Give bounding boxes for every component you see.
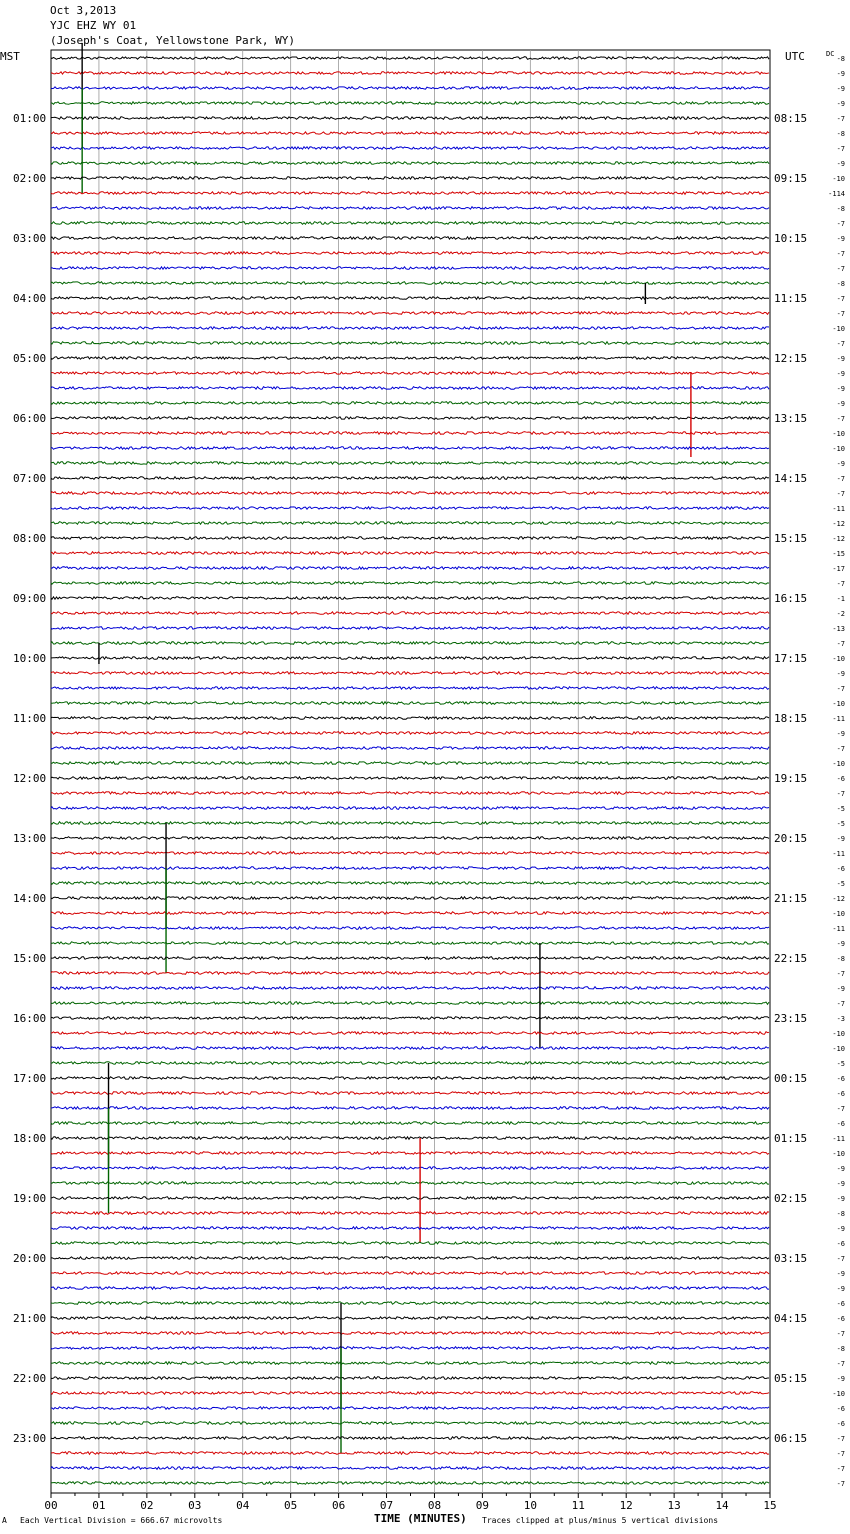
dc-offset-label: -10 bbox=[832, 760, 845, 768]
trace-row bbox=[51, 1377, 769, 1380]
trace-row bbox=[51, 1332, 769, 1335]
trace-row bbox=[51, 1287, 769, 1290]
trace-row bbox=[51, 972, 769, 975]
trace-row bbox=[51, 1107, 769, 1110]
trace-row bbox=[51, 792, 769, 795]
trace-row bbox=[51, 1422, 769, 1425]
trace-row bbox=[51, 372, 769, 375]
trace-row bbox=[51, 747, 769, 750]
trace-row bbox=[51, 1407, 769, 1410]
trace-row bbox=[51, 1392, 769, 1395]
trace-row bbox=[51, 1257, 769, 1260]
dc-offset-label: -9 bbox=[836, 985, 845, 993]
station-code: YJC EHZ WY 01 bbox=[50, 19, 137, 32]
right-hour-label: 21:15 bbox=[774, 892, 808, 905]
trace-row bbox=[51, 87, 769, 90]
trace-row bbox=[51, 1122, 769, 1125]
left-hour-label: 08:00 bbox=[13, 532, 47, 545]
dc-offset-label: -7 bbox=[836, 490, 845, 498]
dc-offset-label: -10 bbox=[832, 1045, 845, 1053]
dc-offset-label: -9 bbox=[836, 1165, 845, 1173]
right-timezone-label: UTC bbox=[785, 50, 805, 63]
trace-row bbox=[51, 207, 769, 210]
trace-row bbox=[51, 1302, 769, 1305]
dc-offset-label: -6 bbox=[836, 1300, 845, 1308]
dc-offset-label: -13 bbox=[832, 625, 845, 633]
dc-offset-label: -9 bbox=[836, 235, 845, 243]
trace-row bbox=[51, 702, 769, 705]
dc-offset-label: -8 bbox=[836, 955, 845, 963]
dc-offset-label: -7 bbox=[836, 115, 845, 123]
trace-row bbox=[51, 282, 769, 285]
trace-row bbox=[51, 597, 769, 600]
dc-offset-label: -7 bbox=[836, 1435, 845, 1443]
left-hour-label: 12:00 bbox=[13, 772, 47, 785]
trace-row bbox=[51, 1467, 769, 1470]
clip-note: Traces clipped at plus/minus 5 vertical divisions bbox=[482, 1516, 719, 1525]
left-timezone-label: MST bbox=[0, 50, 20, 63]
trace-row bbox=[51, 267, 769, 270]
trace-row bbox=[51, 1032, 769, 1035]
trace-row bbox=[51, 417, 769, 420]
dc-offset-label: -7 bbox=[836, 1255, 845, 1263]
right-hour-label: 18:15 bbox=[774, 712, 808, 725]
dc-offset-label: -9 bbox=[836, 70, 845, 78]
left-hour-label: 02:00 bbox=[13, 172, 47, 185]
trace-row bbox=[51, 312, 769, 315]
x-tick-label: 12 bbox=[619, 1499, 633, 1512]
trace-row bbox=[51, 837, 769, 840]
dc-offset-label: -6 bbox=[836, 775, 845, 783]
dc-offset-label: -7 bbox=[836, 580, 845, 588]
dc-offset-label: -6 bbox=[836, 1315, 845, 1323]
dc-offset-label: -5 bbox=[836, 880, 845, 888]
left-hour-label: 21:00 bbox=[13, 1312, 47, 1325]
x-tick-label: 06 bbox=[331, 1499, 346, 1512]
x-axis-title: TIME (MINUTES) bbox=[374, 1512, 467, 1525]
right-hour-label: 19:15 bbox=[774, 772, 808, 785]
x-tick-label: 05 bbox=[284, 1499, 298, 1512]
dc-offset-label: -10 bbox=[832, 430, 845, 438]
right-hour-label: 22:15 bbox=[774, 952, 808, 965]
dc-offset-label: -7 bbox=[836, 745, 845, 753]
trace-row bbox=[51, 1482, 769, 1485]
dc-offset-label: -7 bbox=[836, 265, 845, 273]
trace-row bbox=[51, 1077, 769, 1080]
trace-row bbox=[51, 957, 769, 960]
left-hour-label: 14:00 bbox=[13, 892, 47, 905]
trace-row bbox=[51, 927, 769, 930]
dc-offset-label: -9 bbox=[836, 370, 845, 378]
trace-row bbox=[51, 1152, 769, 1155]
dc-offset-label: -9 bbox=[836, 1285, 845, 1293]
left-hour-label: 11:00 bbox=[13, 712, 47, 725]
dc-offset-label: -8 bbox=[836, 280, 845, 288]
dc-offset-label: -7 bbox=[836, 1450, 845, 1458]
trace-row bbox=[51, 1197, 769, 1200]
dc-offset-label: -6 bbox=[836, 865, 845, 873]
left-hour-label: 15:00 bbox=[13, 952, 47, 965]
x-tick-label: 07 bbox=[379, 1499, 394, 1512]
trace-row bbox=[51, 1227, 769, 1230]
trace-row bbox=[51, 1002, 769, 1005]
trace-row bbox=[51, 822, 769, 825]
left-hour-label: 04:00 bbox=[13, 292, 47, 305]
left-hour-label: 22:00 bbox=[13, 1372, 47, 1385]
trace-row bbox=[51, 582, 769, 585]
x-tick-label: 09 bbox=[475, 1499, 490, 1512]
right-hour-label: 13:15 bbox=[774, 412, 808, 425]
dc-offset-label: -11 bbox=[832, 715, 845, 723]
station-location: (Joseph's Coat, Yellowstone Park, WY) bbox=[50, 34, 296, 47]
trace-row bbox=[51, 432, 769, 435]
trace-row bbox=[51, 327, 769, 330]
dc-offset-label: -5 bbox=[836, 805, 845, 813]
right-hour-label: 04:15 bbox=[774, 1312, 808, 1325]
dc-offset-label: -8 bbox=[836, 1210, 845, 1218]
x-tick-label: 02 bbox=[140, 1499, 154, 1512]
trace-row bbox=[51, 627, 769, 630]
dc-offset-label: -9 bbox=[836, 400, 845, 408]
trace-row bbox=[51, 192, 769, 195]
trace-row bbox=[51, 1437, 769, 1440]
trace-row bbox=[51, 1212, 769, 1215]
dc-offset-label: -9 bbox=[836, 835, 845, 843]
dc-offset-label: -12 bbox=[832, 520, 845, 528]
dc-offset-label: -7 bbox=[836, 415, 845, 423]
dc-offset-label: -7 bbox=[836, 475, 845, 483]
x-tick-label: 10 bbox=[523, 1499, 537, 1512]
trace-row bbox=[51, 237, 769, 240]
dc-offset-label: -7 bbox=[836, 310, 845, 318]
trace-row bbox=[51, 852, 769, 855]
dc-offset-label: -17 bbox=[832, 565, 845, 573]
trace-row bbox=[51, 222, 769, 225]
dc-offset-label: -7 bbox=[836, 685, 845, 693]
right-hour-label: 17:15 bbox=[774, 652, 808, 665]
trace-row bbox=[51, 357, 769, 360]
right-hour-label: 06:15 bbox=[774, 1432, 808, 1445]
left-hour-label: 01:00 bbox=[13, 112, 47, 125]
trace-row bbox=[51, 507, 769, 510]
trace-row bbox=[51, 342, 769, 345]
dc-offset-label: -9 bbox=[836, 160, 845, 168]
dc-offset-label: -9 bbox=[836, 100, 845, 108]
trace-row bbox=[51, 987, 769, 990]
dc-offset-label: -9 bbox=[836, 1195, 845, 1203]
dc-header-label: DC bbox=[826, 50, 835, 58]
trace-row bbox=[51, 1317, 769, 1320]
dc-offset-label: -9 bbox=[836, 940, 845, 948]
dc-offset-label: -9 bbox=[836, 1270, 845, 1278]
right-hour-label: 03:15 bbox=[774, 1252, 808, 1265]
dc-offset-label: -6 bbox=[836, 1420, 845, 1428]
left-hour-label: 17:00 bbox=[13, 1072, 47, 1085]
vertical-division-note: Each Vertical Division = 666.67 microvolts bbox=[20, 1516, 223, 1525]
trace-row bbox=[51, 462, 769, 465]
trace-row bbox=[51, 552, 769, 555]
dc-offset-label: -9 bbox=[836, 670, 845, 678]
trace-row bbox=[51, 162, 769, 165]
dc-offset-label: -15 bbox=[832, 550, 845, 558]
trace-row bbox=[51, 132, 769, 135]
dc-offset-label: -10 bbox=[832, 325, 845, 333]
corner-mark: A bbox=[2, 1516, 7, 1525]
dc-offset-label: -6 bbox=[836, 1090, 845, 1098]
trace-row bbox=[51, 297, 769, 300]
trace-row bbox=[51, 57, 769, 60]
right-hour-label: 12:15 bbox=[774, 352, 808, 365]
trace-row bbox=[51, 732, 769, 735]
dc-offset-label: -11 bbox=[832, 505, 845, 513]
dc-offset-label: -7 bbox=[836, 1330, 845, 1338]
x-tick-label: 01 bbox=[92, 1499, 106, 1512]
dc-offset-label: -9 bbox=[836, 460, 845, 468]
right-hour-label: 11:15 bbox=[774, 292, 808, 305]
dc-offset-label: -7 bbox=[836, 1480, 845, 1488]
dc-offset-label: -8 bbox=[836, 130, 845, 138]
trace-row bbox=[51, 522, 769, 525]
trace-row bbox=[51, 492, 769, 495]
trace-row bbox=[51, 897, 769, 900]
left-hour-label: 03:00 bbox=[13, 232, 47, 245]
trace-row bbox=[51, 1092, 769, 1095]
left-hour-label: 23:00 bbox=[13, 1432, 47, 1445]
dc-offset-label: -7 bbox=[836, 250, 845, 258]
right-hour-label: 08:15 bbox=[774, 112, 808, 125]
trace-row bbox=[51, 1182, 769, 1185]
plot-date: Oct 3,2013 bbox=[50, 4, 117, 17]
dc-offset-label: -11 bbox=[832, 850, 845, 858]
trace-row bbox=[51, 687, 769, 690]
dc-offset-label: -7 bbox=[836, 340, 845, 348]
trace-row bbox=[51, 567, 769, 570]
dc-offset-label: -8 bbox=[836, 1345, 845, 1353]
trace-row bbox=[51, 387, 769, 390]
trace-row bbox=[51, 72, 769, 75]
dc-offset-label: -9 bbox=[836, 355, 845, 363]
x-tick-label: 00 bbox=[44, 1499, 58, 1512]
left-hour-label: 10:00 bbox=[13, 652, 47, 665]
left-hour-label: 18:00 bbox=[13, 1132, 47, 1145]
left-hour-label: 05:00 bbox=[13, 352, 47, 365]
trace-row bbox=[51, 1452, 769, 1455]
left-hour-label: 07:00 bbox=[13, 472, 47, 485]
dc-offset-label: -7 bbox=[836, 1000, 845, 1008]
x-tick-label: 13 bbox=[667, 1499, 681, 1512]
right-hour-label: 15:15 bbox=[774, 532, 808, 545]
right-hour-label: 02:15 bbox=[774, 1192, 808, 1205]
trace-row bbox=[51, 1047, 769, 1050]
dc-offset-label: -5 bbox=[836, 1060, 845, 1068]
trace-row bbox=[51, 177, 769, 180]
dc-offset-label: -2 bbox=[836, 610, 845, 618]
right-hour-label: 05:15 bbox=[774, 1372, 808, 1385]
dc-offset-label: -9 bbox=[836, 1375, 845, 1383]
dc-offset-label: -8 bbox=[836, 55, 845, 63]
trace-row bbox=[51, 1272, 769, 1275]
trace-row bbox=[51, 762, 769, 765]
x-tick-label: 04 bbox=[236, 1499, 250, 1512]
trace-row bbox=[51, 1362, 769, 1365]
dc-offset-label: -3 bbox=[836, 1015, 845, 1023]
dc-offset-label: -7 bbox=[836, 1105, 845, 1113]
trace-row bbox=[51, 402, 769, 405]
dc-offset-label: -10 bbox=[832, 445, 845, 453]
trace-row bbox=[51, 1242, 769, 1245]
dc-offset-label: -10 bbox=[832, 655, 845, 663]
x-tick-label: 11 bbox=[571, 1499, 585, 1512]
left-hour-label: 13:00 bbox=[13, 832, 47, 845]
dc-offset-label: -6 bbox=[836, 1075, 845, 1083]
trace-row bbox=[51, 102, 769, 105]
dc-offset-label: -10 bbox=[832, 1150, 845, 1158]
trace-row bbox=[51, 117, 769, 120]
dc-offset-label: -6 bbox=[836, 1405, 845, 1413]
trace-row bbox=[51, 477, 769, 480]
trace-row bbox=[51, 612, 769, 615]
right-hour-label: 16:15 bbox=[774, 592, 808, 605]
dc-offset-label: -11 bbox=[832, 925, 845, 933]
dc-offset-label: -9 bbox=[836, 385, 845, 393]
dc-offset-label: -12 bbox=[832, 895, 845, 903]
right-hour-label: 01:15 bbox=[774, 1132, 808, 1145]
dc-offset-label: -114 bbox=[828, 190, 845, 198]
left-hour-label: 20:00 bbox=[13, 1252, 47, 1265]
dc-offset-label: -8 bbox=[836, 205, 845, 213]
dc-offset-label: -7 bbox=[836, 1360, 845, 1368]
trace-row bbox=[51, 1017, 769, 1020]
dc-offset-label: -7 bbox=[836, 1465, 845, 1473]
x-tick-label: 15 bbox=[763, 1499, 777, 1512]
trace-row bbox=[51, 1062, 769, 1065]
x-tick-label: 03 bbox=[188, 1499, 202, 1512]
dc-offset-label: -7 bbox=[836, 220, 845, 228]
right-hour-label: 10:15 bbox=[774, 232, 808, 245]
trace-row bbox=[51, 252, 769, 255]
dc-offset-label: -5 bbox=[836, 820, 845, 828]
dc-offset-label: -6 bbox=[836, 1120, 845, 1128]
dc-offset-label: -7 bbox=[836, 790, 845, 798]
dc-offset-label: -9 bbox=[836, 1180, 845, 1188]
dc-offset-label: -10 bbox=[832, 175, 845, 183]
dc-offset-label: -9 bbox=[836, 85, 845, 93]
dc-offset-label: -7 bbox=[836, 970, 845, 978]
left-hour-label: 09:00 bbox=[13, 592, 47, 605]
trace-row bbox=[51, 942, 769, 945]
trace-row bbox=[51, 147, 769, 150]
trace-row bbox=[51, 657, 769, 660]
trace-row bbox=[51, 807, 769, 810]
trace-row bbox=[51, 1167, 769, 1170]
left-hour-label: 16:00 bbox=[13, 1012, 47, 1025]
trace-row bbox=[51, 882, 769, 885]
dc-offset-label: -9 bbox=[836, 1225, 845, 1233]
dc-offset-label: -11 bbox=[832, 1135, 845, 1143]
trace-row bbox=[51, 642, 769, 645]
trace-row bbox=[51, 717, 769, 720]
dc-offset-label: -10 bbox=[832, 700, 845, 708]
right-hour-label: 00:15 bbox=[774, 1072, 808, 1085]
trace-row bbox=[51, 912, 769, 915]
dc-offset-label: -7 bbox=[836, 145, 845, 153]
trace-row bbox=[51, 447, 769, 450]
dc-offset-label: -6 bbox=[836, 1240, 845, 1248]
dc-offset-label: -12 bbox=[832, 535, 845, 543]
trace-row bbox=[51, 777, 769, 780]
right-hour-label: 23:15 bbox=[774, 1012, 808, 1025]
right-hour-label: 14:15 bbox=[774, 472, 808, 485]
trace-row bbox=[51, 672, 769, 675]
dc-offset-label: -7 bbox=[836, 295, 845, 303]
trace-row bbox=[51, 867, 769, 870]
right-hour-label: 09:15 bbox=[774, 172, 808, 185]
dc-offset-label: -10 bbox=[832, 1390, 845, 1398]
dc-offset-label: -1 bbox=[836, 595, 845, 603]
right-hour-label: 20:15 bbox=[774, 832, 808, 845]
trace-row bbox=[51, 1137, 769, 1140]
dc-offset-label: -9 bbox=[836, 730, 845, 738]
left-hour-label: 06:00 bbox=[13, 412, 47, 425]
dc-offset-label: -10 bbox=[832, 910, 845, 918]
left-hour-label: 19:00 bbox=[13, 1192, 47, 1205]
dc-offset-label: -7 bbox=[836, 640, 845, 648]
trace-row bbox=[51, 1347, 769, 1350]
x-tick-label: 14 bbox=[715, 1499, 729, 1512]
x-tick-label: 08 bbox=[427, 1499, 442, 1512]
dc-offset-label: -10 bbox=[832, 1030, 845, 1038]
trace-row bbox=[51, 537, 769, 540]
